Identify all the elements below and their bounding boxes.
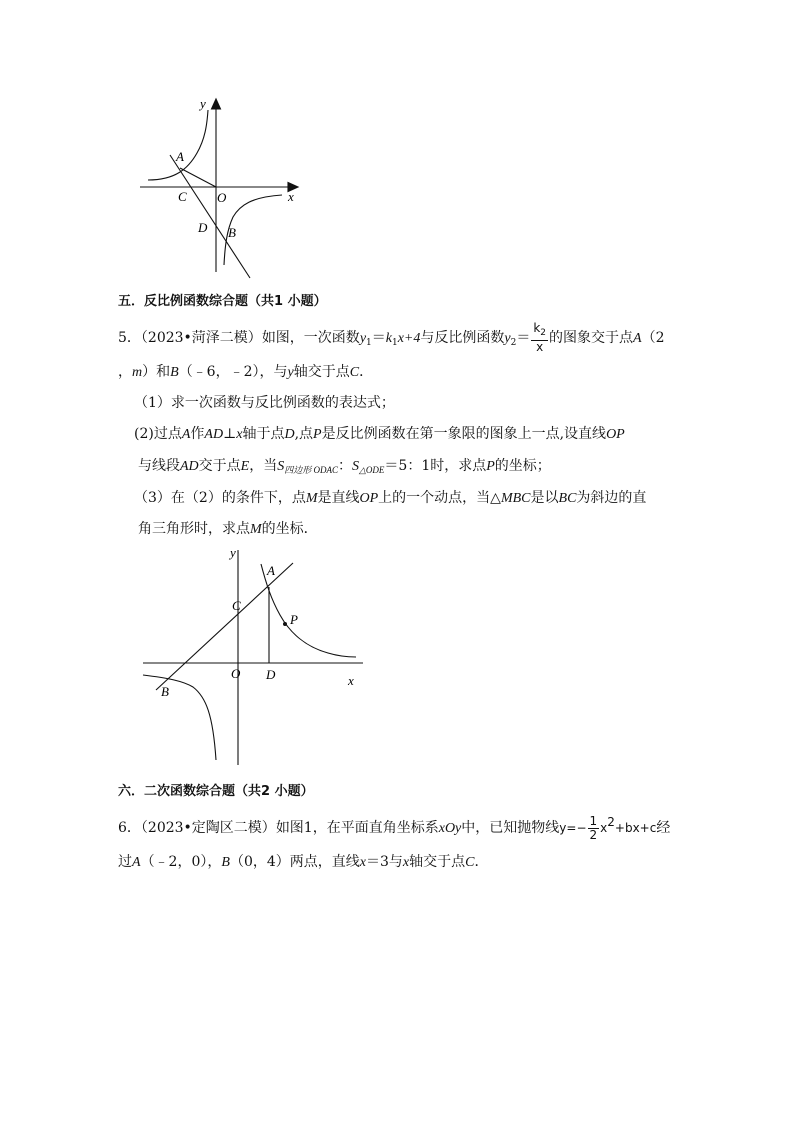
q5-text: 是反比例函数在第一象限的图象上一点,设直线 <box>321 426 607 442</box>
q5-text: ,点 <box>294 426 314 442</box>
numerator: k <box>533 321 541 335</box>
hyperbola-branch-1 <box>261 564 356 657</box>
area-s: S <box>351 459 359 474</box>
q5-text: 与反比例函数 <box>420 330 505 346</box>
sub: 1 <box>366 338 372 348</box>
q6-text: （﹣2，0）， <box>140 854 222 870</box>
label-p: P <box>290 612 298 627</box>
q6-line-2 <box>118 852 488 873</box>
eq-part: x <box>600 821 608 835</box>
point-c: C <box>349 365 360 380</box>
area-s: S <box>277 459 285 474</box>
line-op: OP <box>606 427 625 442</box>
q5-line-2 <box>118 362 373 383</box>
q5-text: 的图象交于点 <box>549 330 634 346</box>
point-a: A <box>633 331 642 346</box>
label-o: O <box>217 190 227 205</box>
label-y: y <box>200 96 206 111</box>
point-p: P <box>313 427 322 442</box>
label-c: C <box>232 598 241 613</box>
numerator: 1 <box>589 813 598 828</box>
colon: ： <box>337 458 352 474</box>
section-5-title: 五．反比例函数综合题（共1 小题） <box>118 294 327 309</box>
eq-part: y=− <box>559 821 587 835</box>
label-o: O <box>231 666 241 681</box>
q6-line-1 <box>118 812 670 842</box>
q5-text: （2 <box>641 330 665 346</box>
label-c: C <box>178 189 187 204</box>
fraction-one-half <box>588 815 600 842</box>
q6-text: 轴交于点 <box>409 854 466 870</box>
hyperbola-branch-2 <box>148 110 208 180</box>
segment-bc: BC <box>558 491 577 506</box>
label-x: x <box>348 673 354 688</box>
var-y1: y <box>359 331 367 346</box>
figure-1 <box>130 95 310 280</box>
q5-text: ． <box>359 364 374 380</box>
q6-source: （2023•定陶区二模） <box>140 820 276 836</box>
q5-part-2-cont <box>138 456 551 480</box>
var-x: x <box>236 427 243 442</box>
expr: x+4 <box>397 331 421 346</box>
var-x: x <box>359 855 366 870</box>
line-ab <box>170 155 250 278</box>
q5-part-3 <box>134 488 646 509</box>
label-d: D <box>266 667 276 682</box>
figure-2 <box>138 545 370 770</box>
q5-source: （2023•菏泽二模） <box>140 330 262 346</box>
point-p: P <box>486 459 495 474</box>
q5-text: ，当 <box>249 458 278 474</box>
q5-text: 与线段 <box>138 458 180 474</box>
q5-text: 作 <box>190 426 205 442</box>
label-b: B <box>228 225 236 240</box>
label-a: A <box>267 563 275 578</box>
q5-part-3-cont <box>138 519 318 540</box>
var-y2: y <box>504 331 511 346</box>
q5-line-1 <box>118 322 665 354</box>
point-p-dot <box>283 622 287 626</box>
var-y: y <box>287 365 294 380</box>
q6-text: 如图1，在平面直角坐标系 <box>275 820 439 836</box>
perp-symbol: ⊥ <box>223 426 237 442</box>
q5-text: (2)过点 <box>134 426 182 442</box>
label-a: A <box>176 149 184 164</box>
q6-text: （0，4）两点，直线 <box>229 854 360 870</box>
segment-ad: AD <box>180 459 199 474</box>
q5-text: 如图，一次函数 <box>261 330 360 346</box>
q5-text: （3）在（2）的条件下，点 <box>134 490 306 506</box>
q5-text: 是以 <box>530 490 559 506</box>
coord-system: xOy <box>438 821 462 836</box>
point-a: A <box>132 855 141 870</box>
q5-text: 上的一个动点，当△ <box>378 490 501 506</box>
line-op: OP <box>359 491 379 506</box>
q6-text: 中，已知抛物线 <box>461 820 560 836</box>
exponent: 2 <box>607 815 615 829</box>
q6-text: ＝3与 <box>366 854 403 870</box>
q5-text: 是直线 <box>317 490 360 506</box>
point-e: E <box>240 459 250 474</box>
q6-number: 6． <box>118 820 141 836</box>
label-y: y <box>230 545 236 560</box>
equals: ＝ <box>371 330 386 346</box>
q5-text: 为斜边的直 <box>576 490 647 506</box>
label-x: x <box>288 189 294 204</box>
q5-part-2 <box>134 424 625 445</box>
eq-part: +bx+c <box>614 821 657 835</box>
equals: ＝ <box>516 330 531 346</box>
y-axis-arrow <box>212 99 221 109</box>
q5-text: 的坐标． <box>261 521 318 537</box>
sub: 1 <box>391 338 398 348</box>
var-k1: k <box>385 331 392 346</box>
q6-text: ． <box>474 854 489 870</box>
point-a: A <box>181 427 191 442</box>
q6-text: 过 <box>118 854 132 870</box>
denominator: x <box>536 340 544 354</box>
sub: 2 <box>540 328 547 338</box>
point-m: M <box>305 491 318 506</box>
point-m: M <box>250 522 262 537</box>
q5-text: （﹣6，﹣2），与 <box>178 364 288 380</box>
q5-text: 轴交于点 <box>293 364 350 380</box>
segment-ao <box>180 168 216 187</box>
denominator: 2 <box>589 827 598 842</box>
var-m: m <box>132 365 143 380</box>
hyperbola-branch-3 <box>143 675 216 760</box>
sub: △ODE <box>358 465 385 475</box>
point-b: B <box>170 365 179 380</box>
sub: 四边形 ODAC <box>284 465 338 475</box>
point-d: D <box>284 427 295 442</box>
point-c: C <box>465 855 475 870</box>
q5-text: ）和 <box>142 364 171 380</box>
q5-text: 轴于点 <box>242 426 285 442</box>
sub: 2 <box>510 338 517 348</box>
q5-number: 5． <box>118 330 141 346</box>
section-6-title: 六．二次函数综合题（共2 小题） <box>118 784 314 799</box>
label-d: D <box>198 220 208 235</box>
fraction-k2-over-x <box>531 322 548 354</box>
q5-part-1: （1）求一次函数与反比例函数的表达式； <box>134 395 395 411</box>
triangle-mbc: MBC <box>500 491 531 506</box>
var-x: x <box>402 855 410 870</box>
q5-text: ， <box>118 364 132 380</box>
q6-text: 经 <box>656 820 671 836</box>
segment-ad: AD <box>204 427 224 442</box>
q5-text: 角三角形时，求点 <box>138 521 250 537</box>
point-b: B <box>221 855 230 870</box>
q5-text: 交于点 <box>198 458 241 474</box>
label-b: B <box>161 684 169 699</box>
q5-text: ＝5：1时，求点 <box>384 458 487 474</box>
q5-text: 的坐标； <box>494 458 551 474</box>
